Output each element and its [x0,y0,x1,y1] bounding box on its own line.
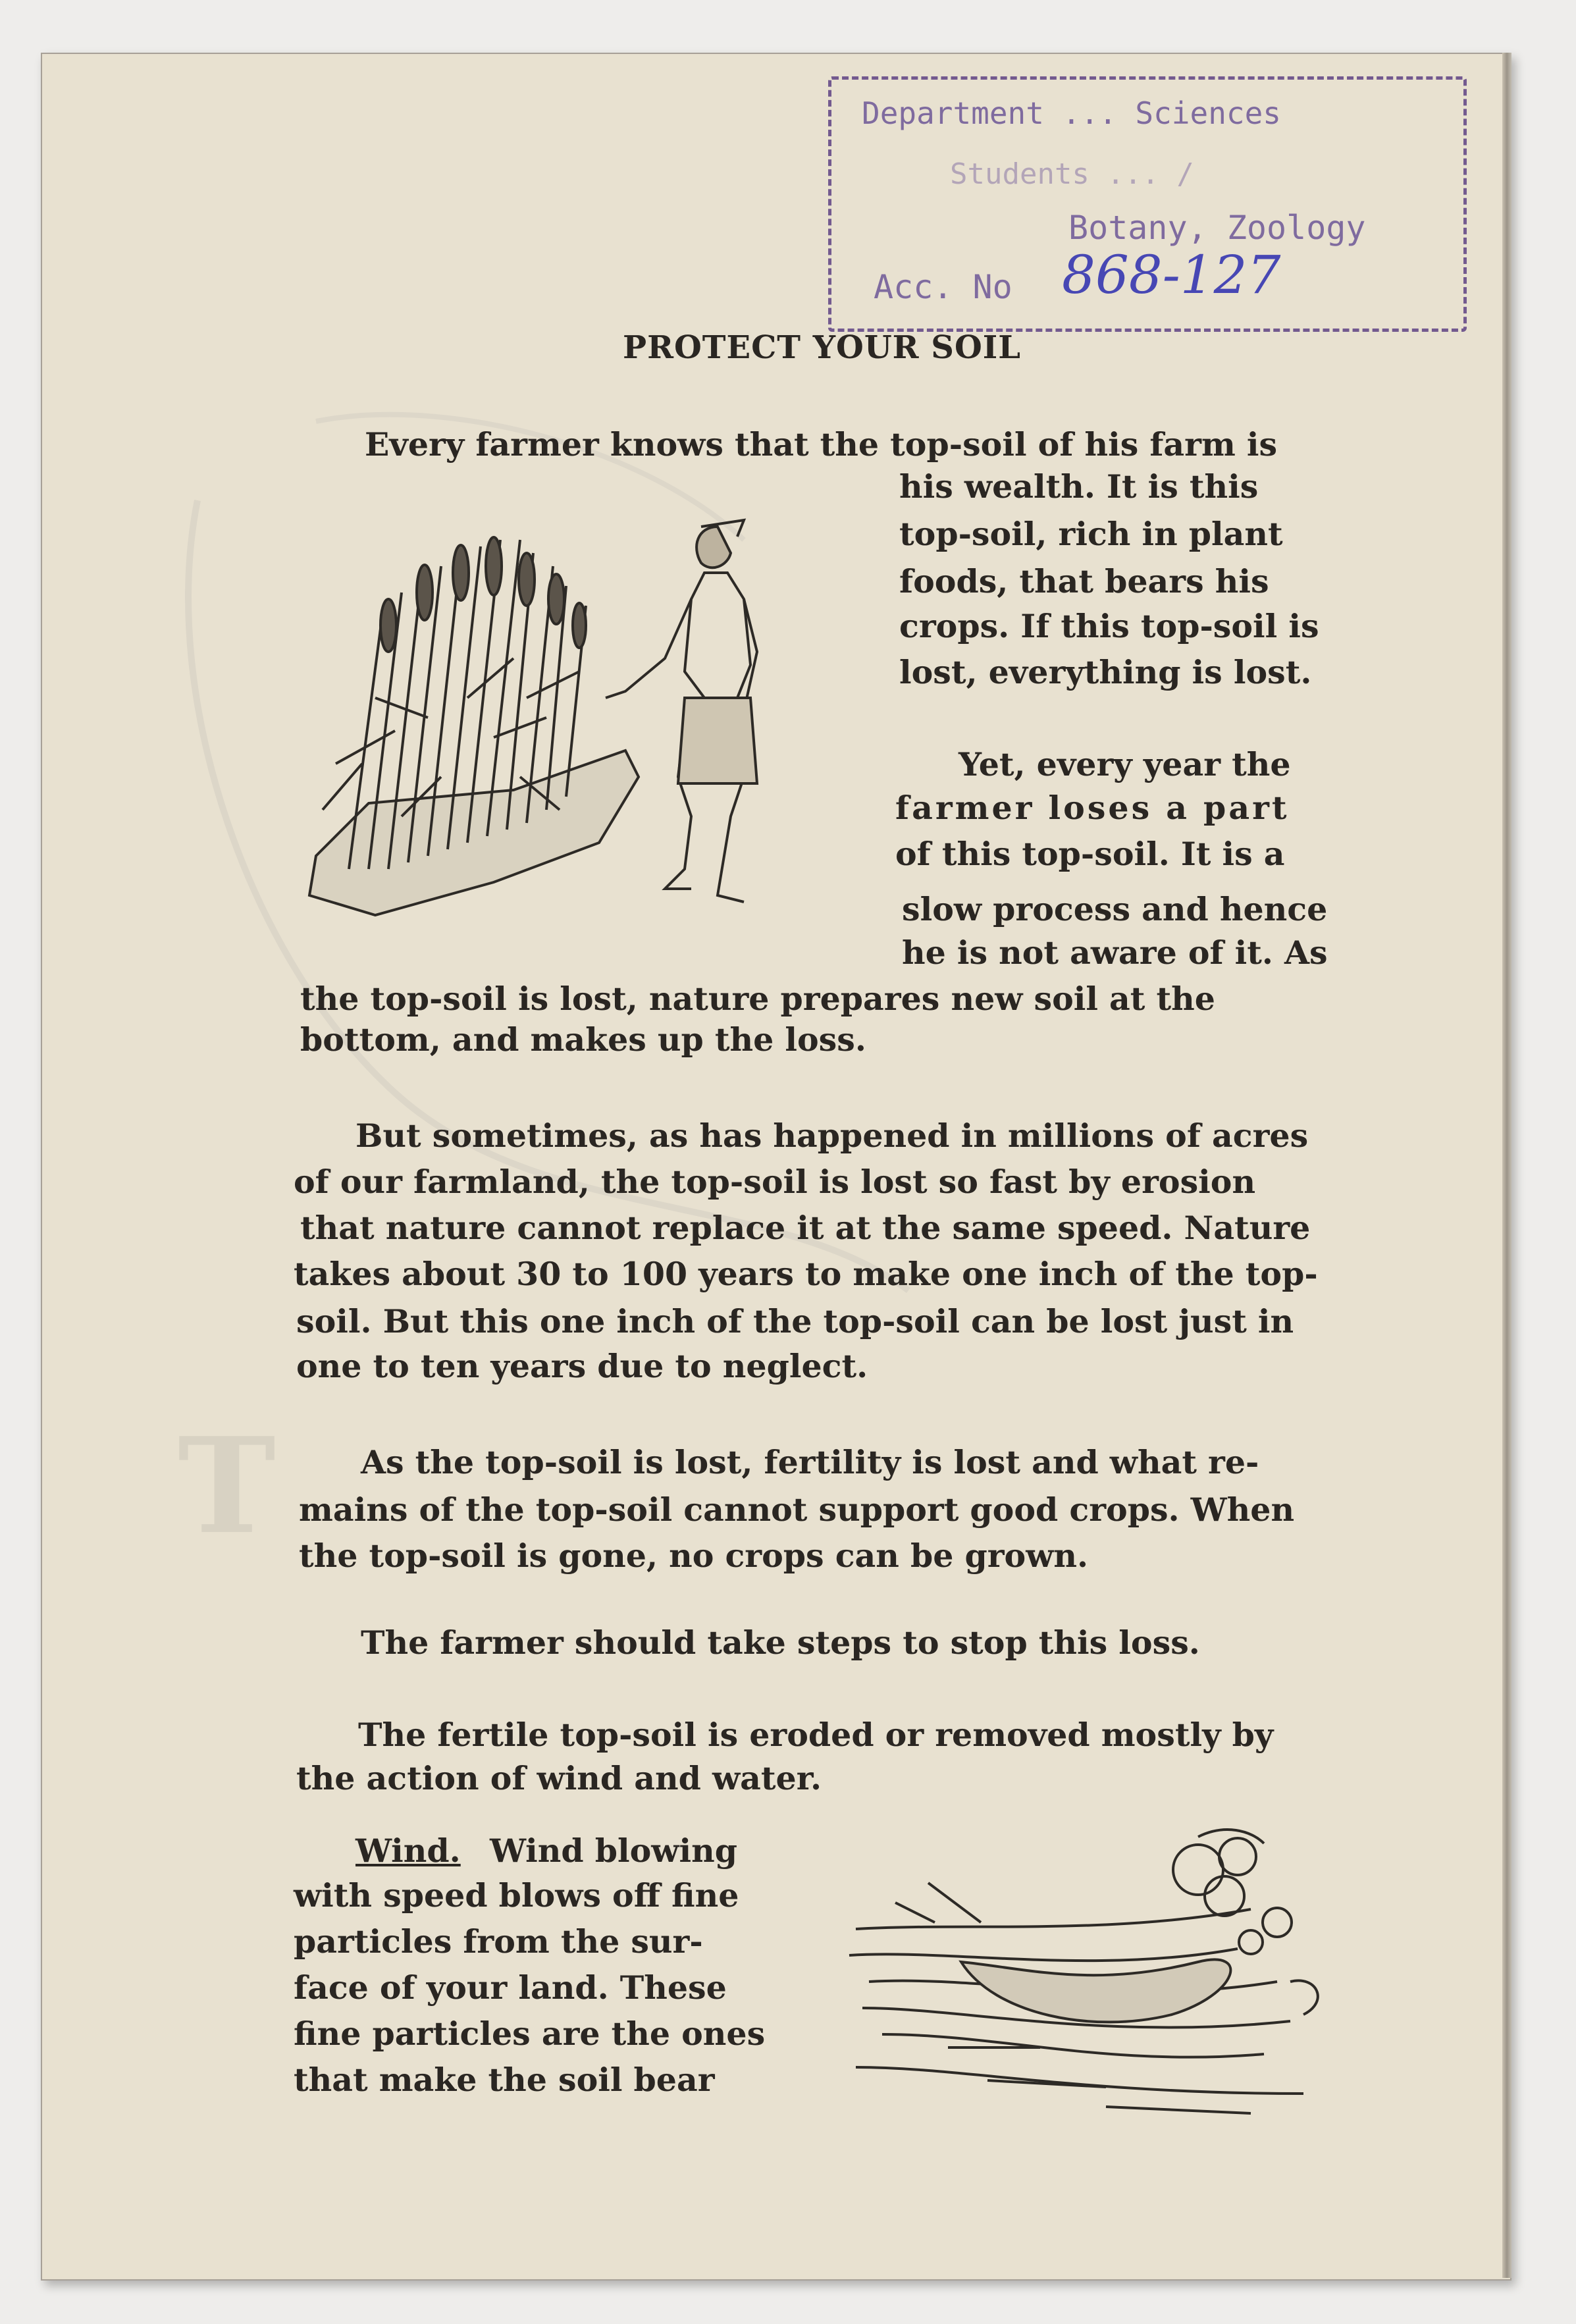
para2-line3: of this top-soil. It is a [895,835,1285,873]
para6-line1: The fertile top-soil is eroded or removed mostly by [358,1716,1274,1754]
para3-line5: soil. But this one inch of the top-soil can be lost just in [296,1302,1294,1340]
stamp-line-botany: Botany, Zoology [1068,209,1366,247]
stamp-acc-label: Acc. No [874,268,1012,306]
para3-line6: one to ten years due to neglect. [296,1347,868,1385]
farmer-crop-illustration [296,500,823,922]
para3-line3: that nature cannot replace it at the same speed. Nature [300,1209,1311,1247]
para7-line2: with speed blows off fine [294,1876,739,1915]
para2-line2: farmer loses a part [895,789,1290,827]
para7-line4: face of your land. These [294,1968,727,2007]
para1-line4: foods, that bears his [899,562,1269,600]
stamp-acc-number: 868-127 [1062,244,1281,305]
library-stamp [828,76,1467,332]
para7-line6: that make the soil bear [294,2061,715,2099]
para5-line1: The farmer should take steps to stop this loss. [361,1624,1200,1662]
para1-line6: lost, everything is lost. [899,653,1312,691]
stamp-line-students: Students ... / [950,157,1194,191]
page-spine-edge [1502,53,1511,2278]
para2-line1: Yet, every year the [959,745,1291,783]
para3-line2: of our farmland, the top-soil is lost so fast by erosion [294,1163,1256,1201]
para4-line3: the top-soil is gone, no crops can be grown. [299,1537,1089,1575]
para2-line4: slow process and hence [902,890,1328,928]
para3-line4: takes about 30 to 100 years to make one inch of the top- [294,1255,1318,1293]
ghost-letter: T [178,1409,276,1564]
para2-line6: the top-soil is lost, nature prepares new soil at the [300,980,1215,1018]
para2-line5: he is not aware of it. As [902,934,1328,972]
para6-line2: the action of wind and water. [296,1759,822,1797]
para4-line1: As the top-soil is lost, fertility is lost and what re- [361,1443,1259,1481]
para7-line5: fine particles are the ones [294,2015,766,2053]
para1-line1: Every farmer knows that the top-soil of his farm is [365,425,1278,463]
stamp-line-department: Department ... Sciences [862,95,1281,131]
para3-line1: But sometimes, as has happened in millions of acres [355,1117,1309,1155]
para1-line5: crops. If this top-soil is [899,607,1319,645]
page-title: PROTECT YOUR SOIL [623,329,1021,366]
para2-line7: bottom, and makes up the loss. [300,1020,866,1059]
wind-heading: Wind. [355,1832,461,1870]
para1-line3: top-soil, rich in plant [899,515,1283,553]
wind-erosion-illustration [829,1817,1356,2133]
para4-line2: mains of the top-soil cannot support good crops. When [299,1491,1295,1529]
para1-line2: his wealth. It is this [899,467,1259,506]
para7-line1: Wind blowing [490,1832,737,1870]
para7-line3: particles from the sur- [294,1922,703,1961]
